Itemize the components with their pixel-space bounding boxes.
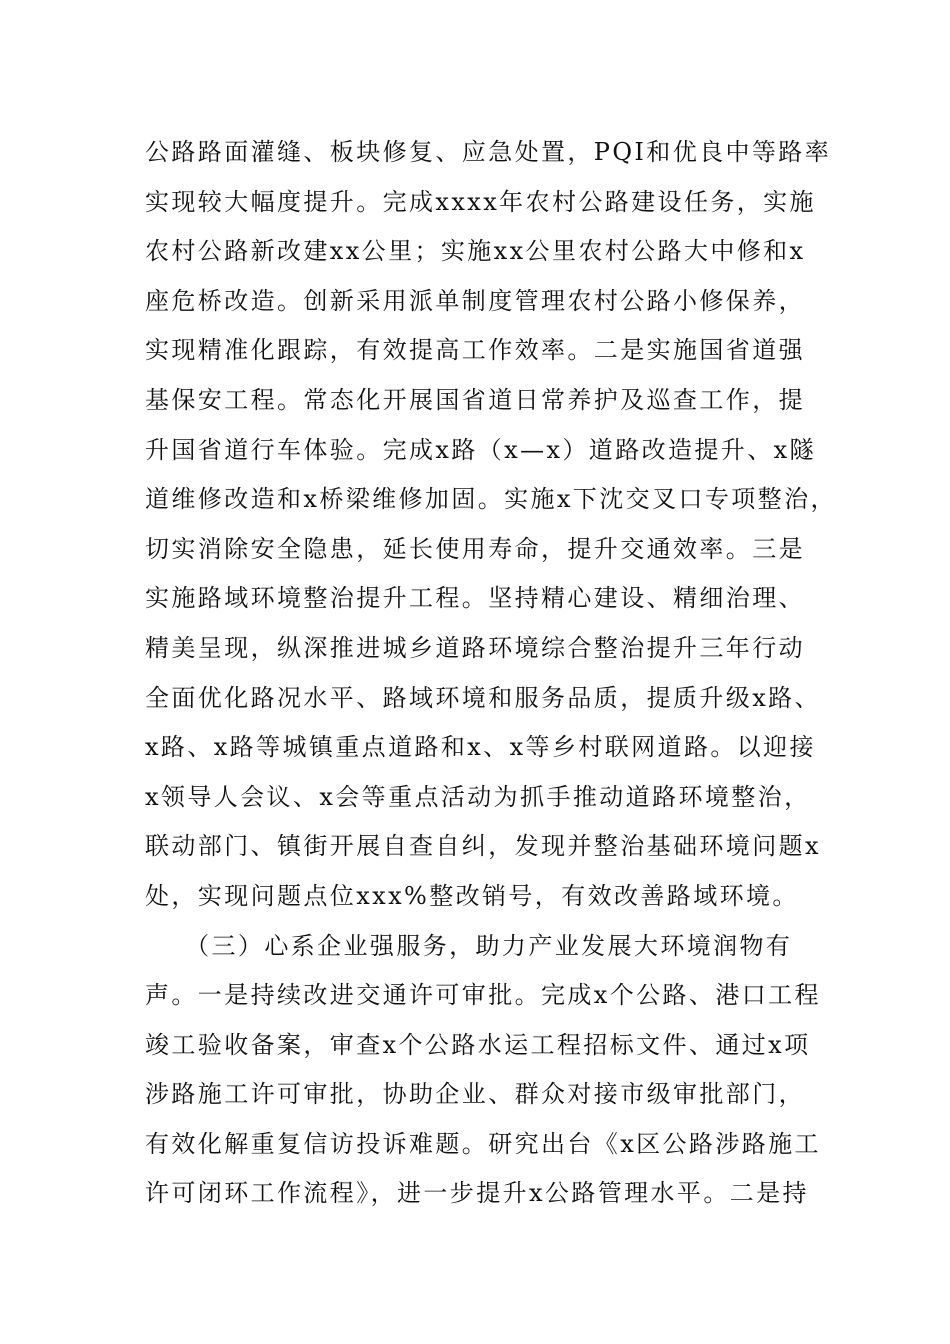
- text-line: 有效化解重复信访投诉难题。研究出台《x区公路涉路施工: [145, 1129, 821, 1158]
- section-heading-line: （三）心系企业强服务，助力产业发展大环境润物有: [145, 931, 793, 960]
- text-line: 处，实现问题点位xxx%整改销号，有效改善路域环境。: [145, 881, 799, 910]
- text-line: x路、x路等城镇重点道路和x、x等乡村联网道路。以迎接: [145, 733, 816, 762]
- text-line: 全面优化路况水平、路域环境和服务品质，提质升级x路、: [145, 683, 821, 712]
- text-line: 许可闭环工作流程》，进一步提升x公路管理水平。二是持: [145, 1179, 809, 1208]
- text-line: 实现较大幅度提升。完成xxxx年农村公路建设任务，实施: [145, 187, 816, 216]
- text-line: 道维修改造和x桥梁维修加固。实施x下沈交叉口专项整治，: [145, 485, 837, 514]
- text-line: x领导人会议、x会等重点活动为抓手推动道路环境整治，: [145, 782, 811, 811]
- text-line: 切实消除安全隐患，延长使用寿命，提升交通效率。三是: [145, 534, 805, 563]
- text-line: 竣工验收备案，审查x个公路水运工程招标文件、通过x项: [145, 1030, 811, 1059]
- text-line: 联动部门、镇街开展自查自纠，发现并整治基础环境问题x: [145, 832, 821, 861]
- text-line: 升国省道行车体验。完成x路（x—x）道路改造提升、x隧: [145, 435, 816, 464]
- text-line: 精美呈现，纵深推进城乡道路环境综合整治提升三年行动: [145, 633, 805, 662]
- text-line: 公路路面灌缝、板块修复、应急处置，PQI和优良中等路率: [145, 138, 832, 166]
- text-line: 涉路施工许可审批，协助企业、群众对接市级审批部门，: [145, 1080, 805, 1109]
- text-line: 座危桥改造。创新采用派单制度管理农村公路小修保养，: [145, 286, 805, 315]
- text-line: 实现精准化跟踪，有效提高工作效率。二是实施国省道强: [145, 336, 805, 365]
- text-line: 声。一是持续改进交通许可审批。完成x个公路、港口工程: [145, 981, 821, 1010]
- text-line: 基保安工程。常态化开展国省道日常养护及巡查工作，提: [145, 385, 805, 414]
- text-line: 农村公路新改建xx公里；实施xx公里农村公路大中修和x: [145, 237, 806, 266]
- text-line: 实施路域环境整治提升工程。坚持精心建设、精细治理、: [145, 584, 805, 613]
- document-body: [145, 128, 835, 1219]
